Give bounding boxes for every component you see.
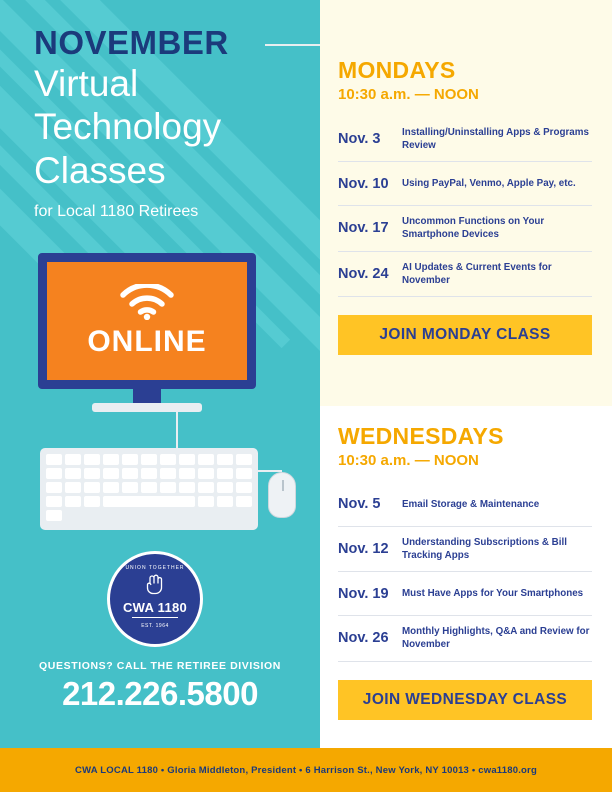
class-description: AI Updates & Current Events for November bbox=[402, 261, 552, 286]
wednesday-heading: WEDNESDAYS bbox=[338, 423, 504, 449]
class-date: Nov. 10 bbox=[338, 175, 389, 192]
contact-phone[interactable]: 212.226.5800 bbox=[62, 675, 258, 712]
footer-text: CWA LOCAL 1180 • Gloria Middleton, President • 6 Harrison St., New York, NY 10013 • cwa1180.org bbox=[75, 764, 537, 776]
class-date: Nov. 5 bbox=[338, 496, 381, 513]
class-description: Installing/Uninstalling Apps & Programs Review bbox=[402, 126, 589, 152]
mouse-icon bbox=[268, 472, 296, 518]
class-date: Nov. 12 bbox=[338, 541, 389, 558]
monday-class-list bbox=[338, 117, 592, 297]
class-description: Monthly Highlights, Q&A and Review for November bbox=[402, 626, 590, 651]
title-subtitle: for Local 1180 Retirees bbox=[34, 202, 199, 220]
page-title bbox=[34, 26, 314, 221]
class-date: Nov. 17 bbox=[338, 220, 389, 237]
list-item bbox=[338, 117, 592, 162]
class-description: Understanding Subscriptions & Bill Tracking Apps bbox=[402, 536, 567, 562]
join-monday-class-button[interactable]: JOIN MONDAY CLASS bbox=[338, 315, 592, 355]
title-line-1: Virtual bbox=[34, 62, 139, 104]
wednesday-class-list bbox=[338, 483, 592, 662]
monitor-screen bbox=[47, 262, 247, 380]
right-column bbox=[320, 0, 612, 748]
header-divider bbox=[265, 44, 320, 46]
left-panel bbox=[0, 0, 320, 748]
contact-block bbox=[0, 660, 320, 713]
list-item bbox=[338, 572, 592, 616]
class-date: Nov. 3 bbox=[338, 131, 381, 148]
monitor-icon bbox=[38, 253, 256, 389]
class-date: Nov. 24 bbox=[338, 265, 389, 282]
class-date: Nov. 19 bbox=[338, 585, 389, 602]
title-month: NOVEMBER bbox=[34, 24, 229, 61]
wednesday-time: 10:30 a.m. — NOON bbox=[338, 451, 479, 469]
monday-heading: MONDAYS bbox=[338, 57, 456, 83]
class-description: Using PayPal, Venmo, Apple Pay, etc. bbox=[402, 178, 576, 190]
logo-est: EST. 1964 bbox=[141, 622, 169, 629]
list-item bbox=[338, 616, 592, 661]
monday-panel bbox=[320, 0, 612, 406]
title-line-2: Technology bbox=[34, 106, 222, 148]
logo-rule bbox=[132, 617, 178, 618]
cwa-logo bbox=[107, 551, 203, 647]
title-line-3: Classes bbox=[34, 149, 166, 191]
fist-icon bbox=[145, 574, 165, 598]
wifi-icon bbox=[119, 284, 175, 320]
join-wednesday-class-button[interactable]: JOIN WEDNESDAY CLASS bbox=[338, 680, 592, 720]
class-description: Must Have Apps for Your Smartphones bbox=[402, 588, 584, 600]
list-item bbox=[338, 206, 592, 251]
logo-name: CWA 1180 bbox=[122, 599, 188, 615]
footer bbox=[0, 748, 612, 792]
contact-label: QUESTIONS? CALL THE RETIREE DIVISION bbox=[39, 660, 281, 672]
screen-label: ONLINE bbox=[87, 324, 207, 358]
logo-arc-text: UNION TOGETHER bbox=[125, 565, 185, 571]
list-item bbox=[338, 527, 592, 572]
monday-time: 10:30 a.m. — NOON bbox=[338, 85, 479, 103]
list-item bbox=[338, 162, 592, 206]
class-description: Email Storage & Maintenance bbox=[402, 498, 540, 510]
wednesday-panel bbox=[320, 406, 612, 748]
keyboard-icon bbox=[40, 448, 258, 530]
list-item bbox=[338, 252, 592, 297]
class-date: Nov. 26 bbox=[338, 630, 389, 647]
class-description: Uncommon Functions on Your Smartphone Devices bbox=[402, 216, 545, 241]
list-item bbox=[338, 483, 592, 527]
